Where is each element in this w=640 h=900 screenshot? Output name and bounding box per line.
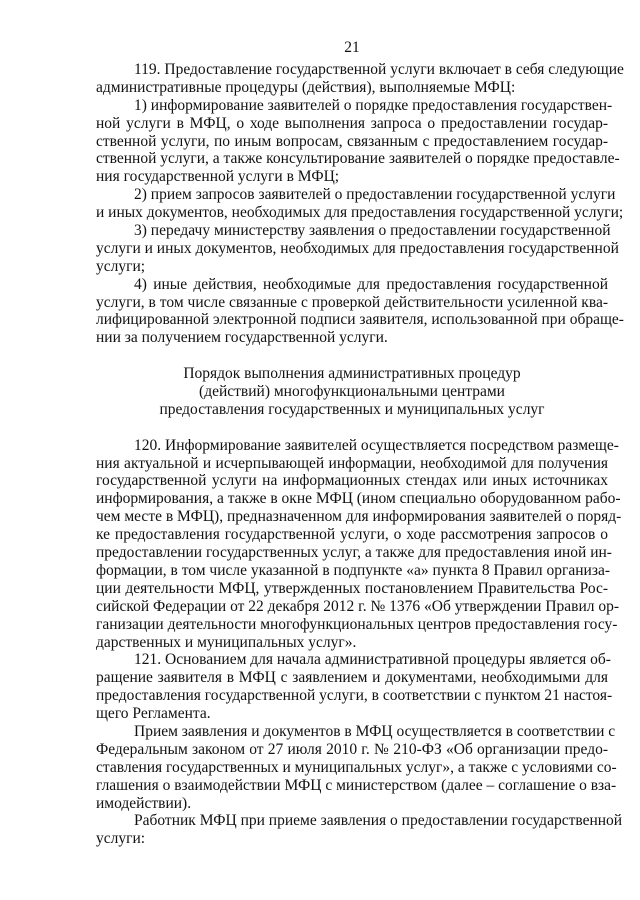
paragraph-line: услуги, в том числе связанные с проверкой действительности усиленной ква- xyxy=(96,293,608,311)
blank-line xyxy=(96,419,608,437)
paragraph-line: ции деятельности МФЦ, утвержденных постановлением Правительства Рос- xyxy=(96,579,608,597)
paragraph-line: нии за получением государственной услуги. xyxy=(96,329,388,347)
paragraph-line: дарственных и муниципальных услуг». xyxy=(96,633,357,651)
paragraph-line: щего Регламента. xyxy=(96,705,211,723)
paragraph-line: ставления государственных и муниципальных услуг», а также с условиями со- xyxy=(96,758,617,776)
document-body xyxy=(96,61,624,848)
paragraph-line: формации, в том числе указанной в подпункте «а» пункта 8 Правил организа- xyxy=(96,561,610,579)
paragraph-line: чем месте в МФЦ), предназначенном для информирования заявителей о поряд- xyxy=(96,508,622,526)
section-heading-line: (действий) многофункциональными центрами xyxy=(199,383,505,401)
paragraph-line: Федеральным законом от 27 июля 2010 г. № 210-ФЗ «Об организации предо- xyxy=(96,740,608,758)
paragraph-line: 120. Информирование заявителей осуществляется посредством размеще- xyxy=(134,436,619,454)
paragraph-line: лифицированной электронной подписи заявителя, использованной при обраще- xyxy=(96,311,624,329)
paragraph-line: имодействии). xyxy=(96,794,192,812)
paragraph-line: 1) информирование заявителей о порядке предоставления государствен- xyxy=(134,96,613,114)
paragraph-line: ращение заявителя в МФЦ с заявлением и документами, необходимыми для xyxy=(96,669,608,687)
paragraph-line: ке предоставления государственной услуги, о ходе рассмотрения запросов о xyxy=(96,526,608,544)
paragraph-line: Работник МФЦ при приеме заявления о предоставлении государственной xyxy=(134,812,623,830)
paragraph-line: 4) иные действия, необходимые для предоставления государственной xyxy=(134,275,608,293)
paragraph-line: Прием заявления и документов в МФЦ осуществляется в соответствии с xyxy=(134,722,616,740)
paragraph-line: ганизации деятельности многофункциональных центров предоставления госу- xyxy=(96,615,618,633)
blank-line xyxy=(96,347,608,365)
section-heading-line: Порядок выполнения административных процедур xyxy=(183,365,521,383)
page-number: 21 xyxy=(344,39,360,56)
paragraph-line: 2) прием запросов заявителей о предоставлении государственной услуги xyxy=(134,186,616,204)
paragraph-line: административные процедуры (действия), выполняемые МФЦ: xyxy=(96,78,516,96)
paragraph-line: ния актуальной и исчерпывающей информации, необходимой для получения xyxy=(96,454,608,472)
paragraph-line: услуги; xyxy=(96,257,146,275)
paragraph-line: 3) передачу министерству заявления о предоставлении государственной xyxy=(134,222,611,240)
paragraph-line: 119. Предоставление государственной услуги включает в себя следующие xyxy=(134,61,624,78)
paragraph-line: предоставлении государственных услуг, а также для предоставления иной ин- xyxy=(96,544,612,562)
paragraph-line: глашения о взаимодействии МФЦ с министерством (далее – соглашение о вза- xyxy=(96,776,617,794)
paragraph-line: предоставления государственной услуги, в соответствии с пунктом 21 настоя- xyxy=(96,687,613,705)
paragraph-line: информирования, а также в окне МФЦ (ином специально оборудованном рабо- xyxy=(96,490,621,508)
paragraph-line: сийской Федерации от 22 декабря 2012 г. № 1376 «Об утверждении Правил ор- xyxy=(96,597,620,615)
paragraph-line: ния государственной услуги в МФЦ; xyxy=(96,168,340,186)
paragraph-line: государственной услуги на информационных стендах или иных источниках xyxy=(96,472,608,490)
paragraph-line: услуги: xyxy=(96,830,146,848)
paragraph-line: ной услуги в МФЦ, о ходе выполнения запроса о предоставлении государ- xyxy=(96,114,608,132)
paragraph-line: 121. Основанием для начала административной процедуры является об- xyxy=(134,651,611,669)
paragraph-line: ственной услуги, по иным вопросам, связанным с предоставлением государ- xyxy=(96,132,608,150)
paragraph-line: и иных документов, необходимых для предоставления государственной услуги; xyxy=(96,204,624,222)
paragraph-line: услуги и иных документов, необходимых для предоставления государственной xyxy=(96,239,619,257)
section-heading-line: предоставления государственных и муниципальных услуг xyxy=(159,400,545,418)
paragraph-line: ственной услуги, а также консультирование заявителей о порядке предоставле- xyxy=(96,150,620,168)
